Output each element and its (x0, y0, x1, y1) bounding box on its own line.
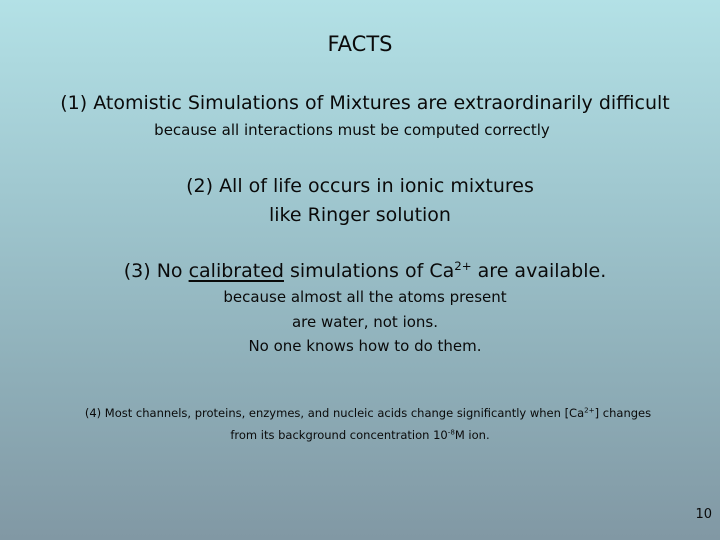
fact-1-sub: because all interactions must be computed correctly (154, 121, 550, 139)
fact-3-main (5, 260, 720, 282)
fact-3-prefix: (3) No (123, 260, 189, 282)
fact-4-line-1-superscript: 2+ (584, 405, 595, 415)
fact-4-line-2 (0, 428, 720, 442)
fact-3-sub-line-2: are water, not ions. (291, 313, 439, 331)
fact-2-line-1: (2) All of life occurs in ionic mixtures (186, 175, 534, 197)
fact-3-suffix: are available. (471, 260, 607, 282)
fact-3-sub-line-1: because almost all the atoms present (223, 288, 507, 306)
fact-2-line-2: like Ringer solution (269, 204, 451, 226)
fact-4-line-2-superscript: -8 (447, 427, 455, 437)
fact-4-line-2-suffix: M ion. (454, 428, 490, 442)
fact-3-sub-line-3: No one knows how to do them. (248, 337, 482, 355)
fact-4-line-2-prefix: from its background concentration 10 (230, 428, 448, 442)
fact-4-line-1-suffix: ] changes (594, 406, 652, 420)
fact-1-main: (1) Atomistic Simulations of Mixtures are extraordinarily difficult (60, 92, 670, 114)
fact-4-line-1 (8, 406, 720, 420)
slide-title: FACTS (327, 32, 393, 56)
fact-3-superscript: 2+ (454, 258, 472, 273)
page-number: 10 (695, 507, 712, 522)
fact-3-underlined-word: calibrated (188, 260, 284, 282)
fact-3-middle: simulations of Ca (283, 260, 455, 282)
fact-4-line-1-prefix: (4) Most channels, proteins, enzymes, and nucleic acids change significantly when [Ca (84, 406, 585, 420)
